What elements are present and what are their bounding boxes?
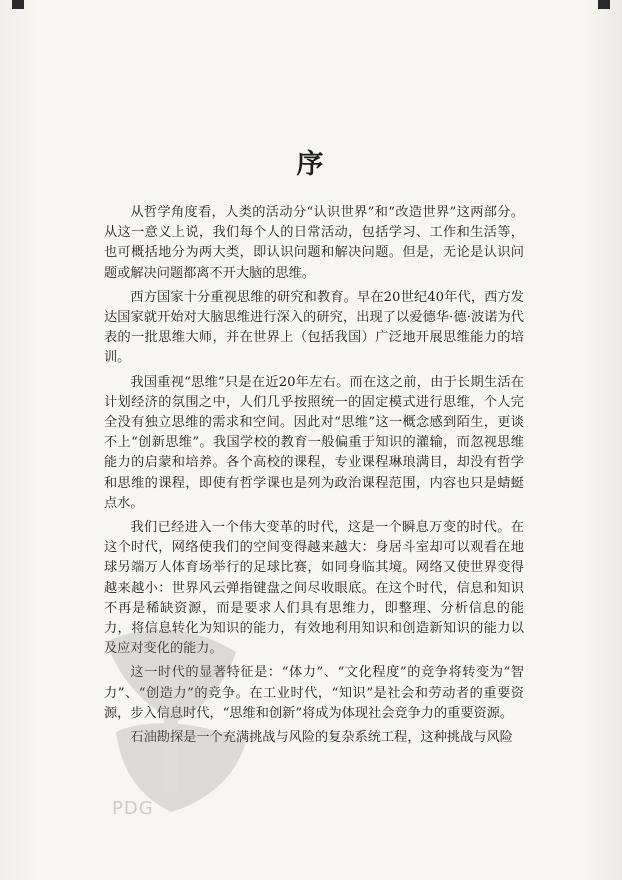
paragraph-3: 我国重视“思维”只是在近20年左右。而在这之前，由于长期生活在计划经济的氛围之中，人们几乎按照统一的固定模式进行思维，个人完全没有独立思维的需求和空间。因此对“思维”这一概念感到陌生，更谈不上“创新思维”。我国学校的教育一般偏重于知识的灌输，而忽视思维能力的启蒙和培养。各个高校的课程，专业课程琳琅满目，却没有哲学和思维的课程，即使有哲学课也是列为政治课程范围，内容也只是蜻蜓点水。 — [104, 374, 524, 511]
body-text — [104, 203, 524, 752]
page-title: 序 — [296, 149, 326, 180]
paragraph-2: 西方国家十分重视思维的研究和教育。早在20世纪40年代，西方发达国家就开始对大脑思维进行深入的研究，出现了以爱德华·德·波诺为代表的一批思维大师，并在世界上（包括我国）广泛地开展思维能力的培训。 — [104, 289, 524, 366]
paragraph-6: 石油勘探是一个充满挑战与风险的复杂系统工程，这种挑战与风险 — [130, 730, 513, 746]
scan-edge-mark-right — [598, 0, 610, 9]
paragraph-5: 这一时代的显著特征是：“体力”、“文化程度”的竞争将转变为“智力”、“创造力”的竞争。在工业时代，“知识”是社会和劳动者的重要资源，步入信息时代，“思维和创新”将成为体现社会竞争力的重要资源。 — [104, 665, 524, 721]
paragraph-1: 从哲学角度看，人类的活动分“认识世界”和“改造世界”这两部分。从这一意义上说，我们每个人的日常活动，包括学习、工作和生活等，也可概括地分为两大类，即认识问题和解决问题。但是，无论是认识问题或解决问题都离不开大脑的思维。 — [104, 205, 524, 281]
paragraph-4: 我们已经进入一个伟大变革的时代，这是一个瞬息万变的时代。在这个时代，网络使我们的空间变得越来越大：身居斗室却可以观看在地球另端万人体育场举行的足球比赛，如同身临其境。网络又使世界变得越来越小：世界风云弹指键盘之间尽收眼底。在这个时代，信息和知识不再是稀缺资源，而是要求人们具有思维力，即整理、分析信息的能力，将信息转化为知识的能力，有效地利用知识和创造新知识的能力以及应对变化的能力。 — [104, 520, 524, 657]
watermark-pdg-text: PDG — [112, 798, 154, 819]
scan-edge-mark-left — [12, 0, 24, 9]
